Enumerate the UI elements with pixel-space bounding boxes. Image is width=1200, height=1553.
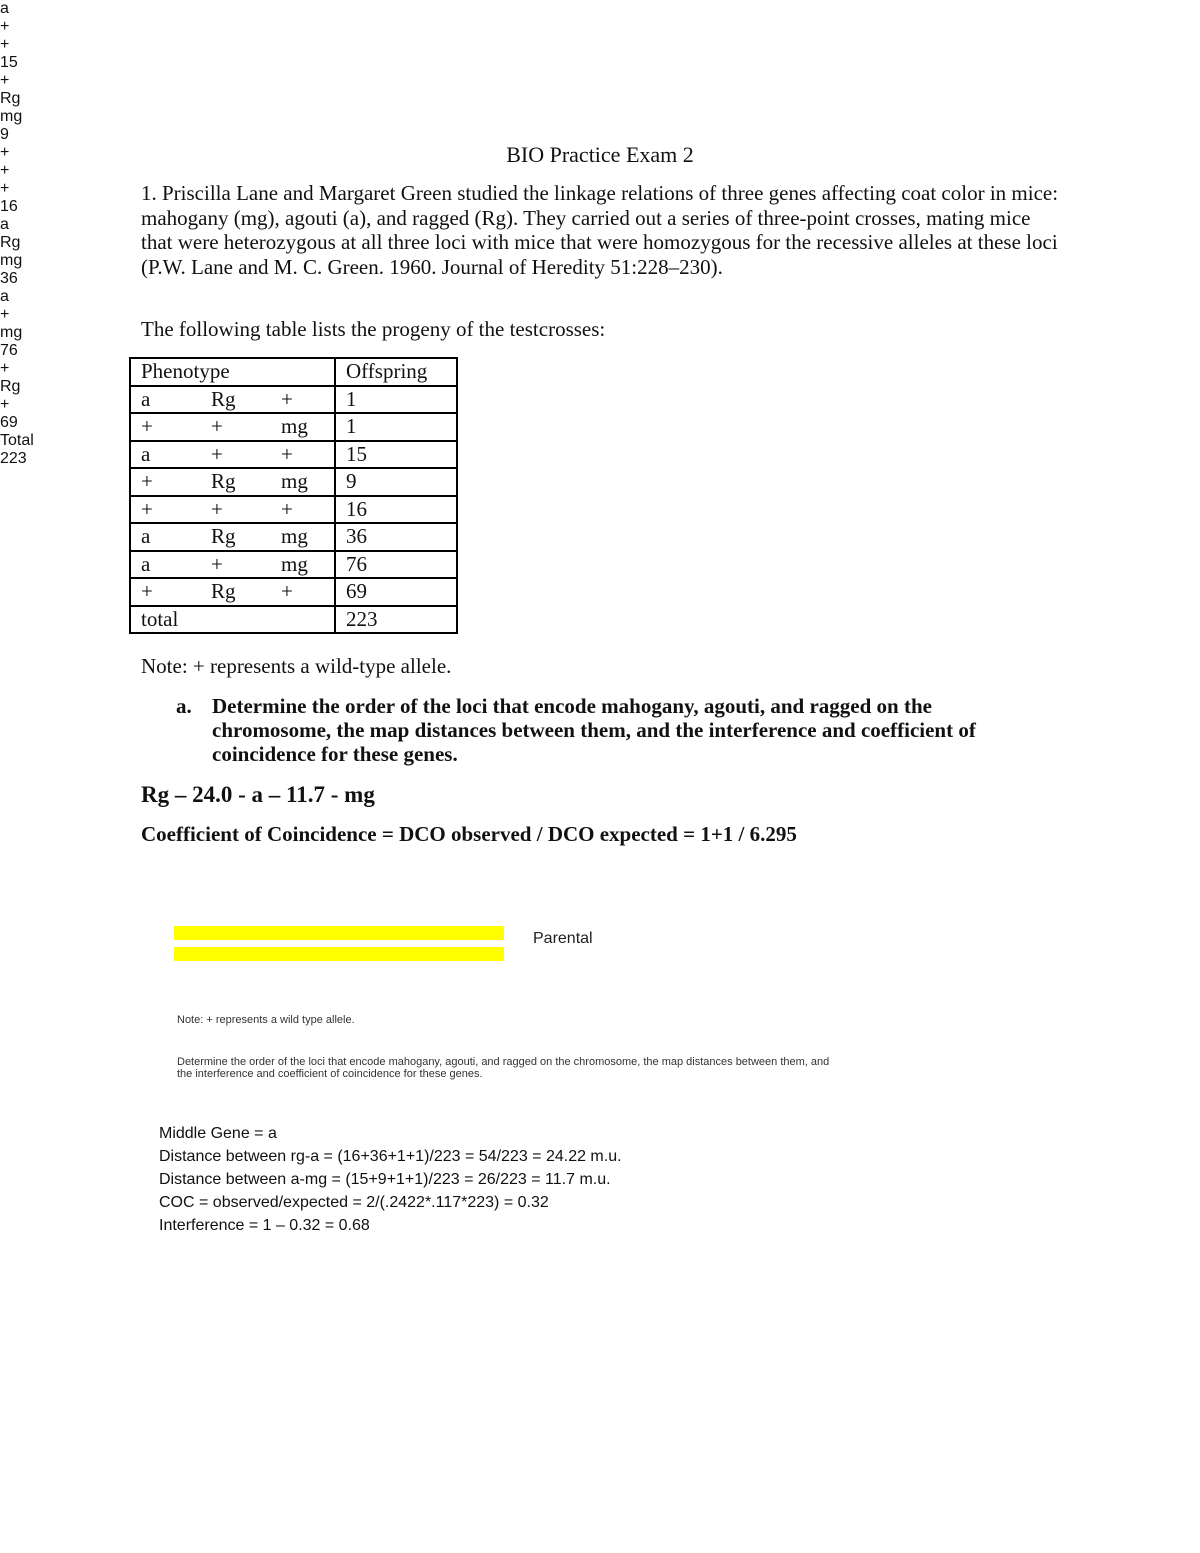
shot-cell: 15 [0,54,18,71]
calc-line: Interference = 1 – 0.32 = 0.68 [159,1217,370,1234]
allele-1: + [141,414,153,439]
highlight-parental-row-2 [174,947,504,961]
calc-line: Distance between rg-a = (16+36+1+1)/223 = 54/223 = 24.22 m.u. [159,1148,622,1165]
offspring-count: 16 [335,496,457,524]
shot-note: Note: + represents a wild type allele. [177,1014,355,1026]
offspring-count: 69 [335,578,457,606]
shot-cell: mg [0,324,23,341]
shot-cell: + [0,144,10,161]
question-intro: 1. Priscilla Lane and Margaret Green studied the linkage relations of three genes affecting coat color in mice: mahogany (mg), agouti (a), and ragged (Rg). They carried out a series of three-point crosses, mating mice that were heterozygous at all three loci with mice that were homozygous for the recessive alleles at these loci (P.W. Lane and M. C. Green. 1960. Journal of Heredity 51:228–230). [141,181,1059,279]
shot-cell: 36 [0,270,18,287]
shot-cell: a [0,288,9,305]
allele-3: mg [281,551,308,576]
table-row [130,441,457,469]
shot-cell: + [0,360,10,377]
offspring-count: 15 [335,441,457,469]
allele-2: Rg [211,524,236,549]
shot-cell: Rg [0,378,21,395]
shot-cell: 69 [0,414,18,431]
table-row [130,413,457,441]
shot-cell: a [0,216,9,233]
allele-1: a [141,524,151,549]
shot-cell: 76 [0,342,18,359]
question-a [176,694,1056,766]
shot-cell: + [0,18,10,35]
allele-3: mg [281,524,308,549]
shot-total-label: Total [0,432,34,449]
shot-cell: + [0,162,10,179]
calc-line: Distance between a-mg = (15+9+1+1)/223 = 26/223 = 11.7 m.u. [159,1171,611,1188]
allele-2: Rg [211,469,236,494]
question-a-text: Determine the order of the loci that encode mahogany, agouti, and ragged on the chromosome, the map distances between them, and the interference and coefficient of coincidence for these genes. [212,694,976,766]
shot-total-value: 223 [0,450,27,467]
allele-2: Rg [211,386,236,411]
table-row [130,496,457,524]
answer-map-order: Rg – 24.0 - a – 11.7 - mg [141,782,375,807]
solution-calculations [159,1122,622,1237]
allele-2: + [211,414,223,439]
table-row [130,551,457,579]
table-intro: The following table lists the progeny of the testcrosses: [141,317,606,341]
shot-cell: + [0,396,10,413]
table-total-row [130,606,457,634]
allele-1: + [141,579,153,604]
shot-question: Determine the order of the loci that encode mahogany, agouti, and ragged on the chromosome, the map distances between them, and the interference and coefficient of coincidence for these genes. [177,1056,830,1080]
allele-3: + [281,579,293,604]
allele-1: + [141,496,153,521]
allele-3: mg [281,414,308,439]
offspring-count: 76 [335,551,457,579]
shot-cell: 9 [0,126,9,143]
allele-2: + [211,496,223,521]
highlight-parental-row-1 [174,926,504,940]
shot-cell: + [0,180,10,197]
table-row [130,468,457,496]
allele-1: + [141,469,153,494]
header-offspring: Offspring [335,358,457,386]
progeny-table [129,357,458,634]
allele-2: + [211,441,223,466]
offspring-count: 1 [335,413,457,441]
offspring-count: 36 [335,523,457,551]
shot-cell: + [0,72,10,89]
shot-cell: a [0,0,9,17]
allele-3: + [281,496,293,521]
shot-cell: mg [0,108,23,125]
table-row [130,578,457,606]
allele-1: a [141,386,151,411]
allele-3: + [281,441,293,466]
table-note: Note: + represents a wild-type allele. [141,654,452,678]
calc-line: Middle Gene = a [159,1125,277,1142]
allele-2: Rg [211,579,236,604]
table-row [130,523,457,551]
allele-3: mg [281,469,308,494]
total-label: total [130,606,335,634]
shot-cell: mg [0,252,23,269]
shot-cell: + [0,306,10,323]
table-row [130,386,457,414]
allele-1: a [141,551,151,576]
shot-cell: Rg [0,234,21,251]
offspring-count: 1 [335,386,457,414]
allele-1: a [141,441,151,466]
total-value: 223 [335,606,457,634]
offspring-count: 9 [335,468,457,496]
page-title: BIO Practice Exam 2 [506,142,694,167]
shot-cell: Rg [0,90,21,107]
header-phenotype: Phenotype [130,358,335,386]
parental-label: Parental [533,930,593,947]
table-header-row [130,358,457,386]
shot-cell: 16 [0,198,18,215]
answer-coc: Coefficient of Coincidence = DCO observed / DCO expected = 1+1 / 6.295 [141,822,797,846]
allele-3: + [281,386,293,411]
question-a-label: a. [176,694,192,718]
calc-line: COC = observed/expected = 2/(.2422*.117*223) = 0.32 [159,1194,549,1211]
allele-2: + [211,551,223,576]
shot-cell: + [0,36,10,53]
